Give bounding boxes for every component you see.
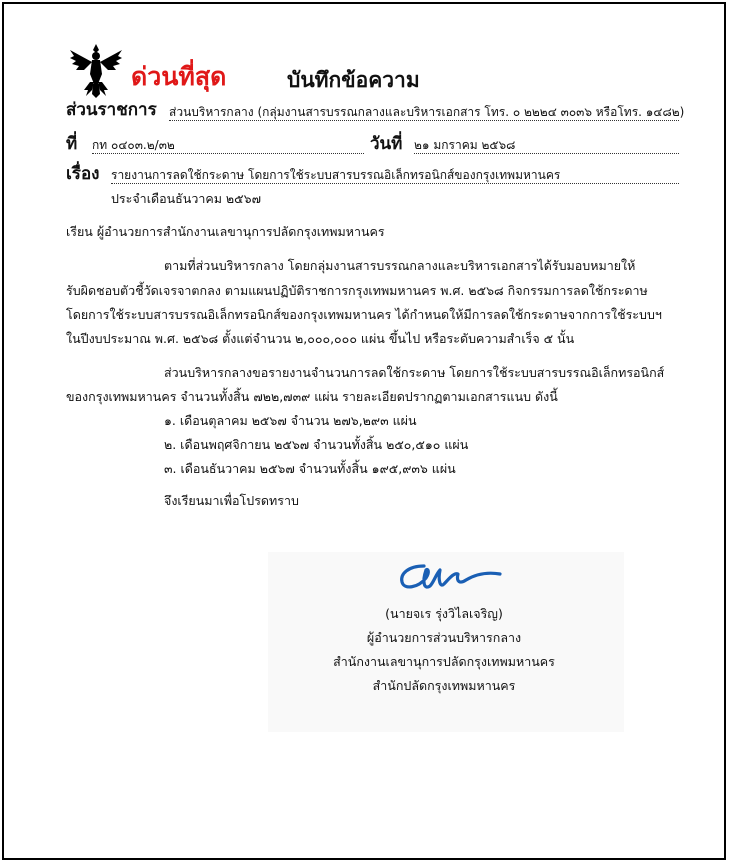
- department-value: ส่วนบริหารกลาง (กลุ่มงานสารบรรณกลางและบริหารเอกสาร โทร. ๐ ๒๒๒๔ ๓๐๓๖ หรือโทร. ๑๔๘๒): [169, 105, 685, 119]
- reference-label: ที่: [66, 134, 78, 154]
- memo-title: บันทึกข้อความ: [287, 68, 420, 92]
- signature-image: [396, 560, 506, 596]
- signatory-organization: สำนักปลัดกรุงเทพมหานคร: [372, 678, 516, 693]
- subject-line-1: รายงานการลดใช้กระดาษ โดยการใช้ระบบสารบรรณอิเล็กทรอนิกส์ของกรุงเทพมหานคร: [111, 169, 679, 184]
- garuda-emblem-icon: [66, 42, 126, 100]
- body-paragraph-1-line: ตามที่ส่วนบริหารกลาง โดยกลุ่มงานสารบรรณกลางและบริหารเอกสารได้รับมอบหมายให้: [164, 258, 636, 273]
- body-paragraph-2-line: ส่วนบริหารกลางขอรายงานจำนวนการลดใช้กระดาษ โดยการใช้ระบบสารบรรณอิเล็กทรอนิกส์: [164, 365, 665, 380]
- list-item: ๓. เดือนธันวาคม ๒๕๖๗ จำนวนทั้งสิ้น ๑๙๕,๙๓๖ แผ่น: [164, 461, 456, 476]
- list-item: ๒. เดือนพฤศจิกายน ๒๕๖๗ จำนวนทั้งสิ้น ๒๕๐,๕๑๐ แผ่น: [164, 437, 469, 452]
- signatory-office: สำนักงานเลขานุการปลัดกรุงเทพมหานคร: [333, 654, 555, 669]
- date-value: ๒๑ มกราคม ๒๕๖๘: [414, 139, 679, 154]
- document-page: [2, 2, 726, 860]
- salutation: เรียน ผู้อำนวยการสำนักงานเลขานุการปลัดกรุงเทพมหานคร: [66, 224, 385, 239]
- body-paragraph-1-line: รับผิดชอบตัวชี้วัดเจรจาตกลง ตามแผนปฏิบัติราชการกรุงเทพมหานคร พ.ศ. ๒๕๖๘ กิจกรรมการลดใช้กระดาษ: [66, 283, 648, 298]
- urgency-label: ด่วนที่สุด: [131, 62, 227, 91]
- body-paragraph-2-line: ของกรุงเทพมหานคร จำนวนทั้งสิ้น ๗๒๒,๗๓๙ แผ่น รายละเอียดปรากฏตามเอกสารแนบ ดังนี้: [66, 389, 558, 404]
- body-paragraph-1-line: ในปีงบประมาณ พ.ศ. ๒๕๖๘ ตั้งแต่จำนวน ๒,๐๐๐,๐๐๐ แผ่น ขึ้นไป หรือระดับความสำเร็จ ๕ นั้น: [66, 331, 575, 346]
- list-item: ๑. เดือนตุลาคม ๒๕๖๗ จำนวน ๒๗๖,๒๙๓ แผ่น: [164, 413, 417, 428]
- signatory-position: ผู้อำนวยการส่วนบริหารกลาง: [366, 630, 522, 645]
- closing-line: จึงเรียนมาเพื่อโปรดทราบ: [164, 493, 299, 508]
- subject-line-2: ประจำเดือนธันวาคม ๒๕๖๗: [111, 191, 261, 206]
- body-paragraph-1-line: โดยการใช้ระบบสารบรรณอิเล็กทรอนิกส์ของกรุงเทพมหานคร ได้กำหนดให้มีการลดใช้กระดาษจากการใช้ระบบฯ: [66, 307, 662, 322]
- subject-label: เรื่อง: [66, 164, 100, 184]
- date-label: วันที่: [370, 134, 403, 154]
- reference-value: กท ๐๔๐๓.๒/๓๒: [92, 139, 364, 154]
- signatory-name: (นายจเร รุ่งวิไลเจริญ): [385, 606, 503, 621]
- department-label: ส่วนราชการ: [66, 100, 157, 120]
